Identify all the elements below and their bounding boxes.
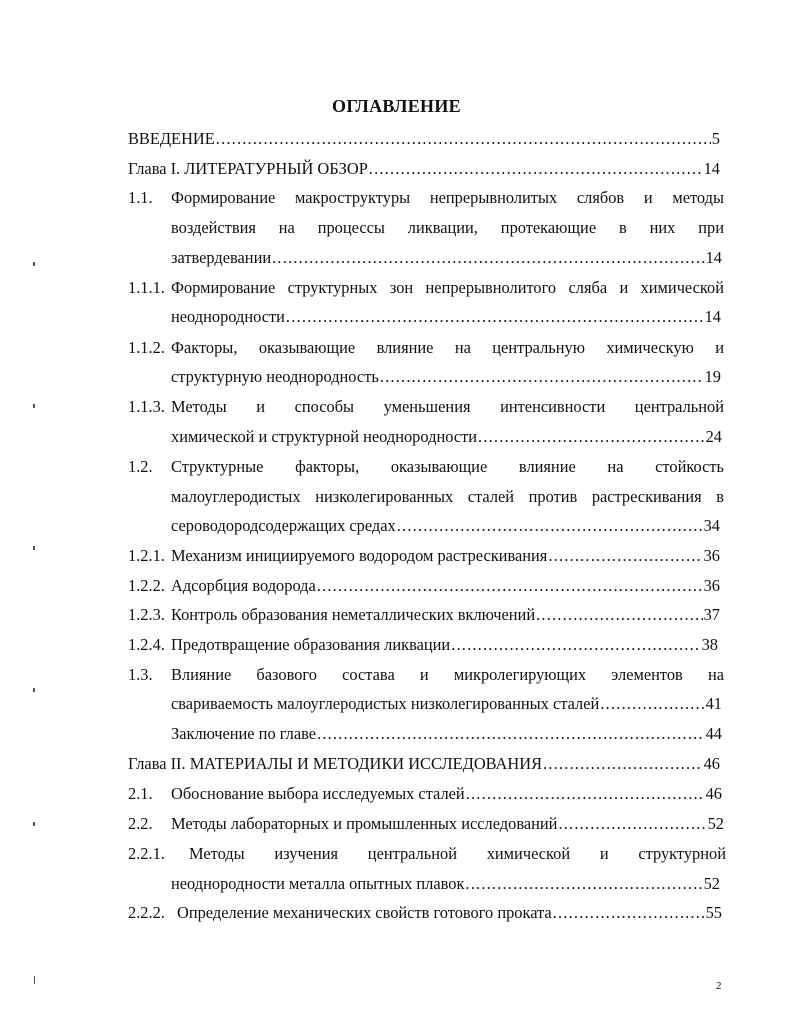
toc-section-number: 2.1. [128,784,153,803]
toc-entry-text: химической и структурной неоднородности [171,427,478,446]
toc-entry-last-line [171,247,722,269]
toc-page-number: 14 [703,159,720,178]
scan-speck [33,404,35,408]
toc-entry-text: воздействия на процессы ликвации, протекающие в них при [171,218,724,237]
scan-speck [33,262,35,266]
toc-entry-1-2-1 [171,545,720,567]
toc-entry-2-2 [171,813,724,835]
dot-leader [558,813,706,835]
toc-entry-text: ВВЕДЕНИЕ [128,129,215,148]
page-number: 2 [716,980,722,992]
dot-leader [543,753,703,775]
toc-entry-text: Глава II. МАТЕРИАЛЫ И МЕТОДИКИ ИССЛЕДОВАНИЯ [128,754,542,773]
toc-entry-last-line [171,306,721,328]
toc-entry-text: структурную неоднородность [171,367,379,386]
scan-speck [33,822,35,826]
toc-entry-chapter-1 [128,158,720,180]
toc-entry-chapter-conclusion [171,723,722,745]
dot-leader [397,515,703,537]
dot-leader [466,783,705,805]
toc-entry-text: Методы лабораторных и промышленных исследований [171,814,558,833]
toc-section-number: 1.1.1. [128,278,165,297]
dot-leader [286,306,704,328]
dot-leader [317,575,703,597]
dot-leader [478,426,705,448]
toc-page-number: 38 [701,635,718,654]
toc-entry-text: неоднородности [171,307,285,326]
toc-entry-text: затвердевании [171,248,272,267]
toc-section-number: 1.1.2. [128,338,165,357]
toc-entry-introduction [128,128,720,150]
toc-page-number: 37 [703,605,720,624]
toc-entry-text: Обоснование выбора исследуемых сталей [171,784,465,803]
toc-page-number: 46 [703,754,720,773]
toc-entry-chapter-2 [128,753,720,775]
toc-section-number: 1.2.3. [128,605,165,624]
toc-page-number: 52 [707,814,724,833]
toc-entry-last-line [171,366,721,388]
toc-page-number: 52 [703,874,720,893]
toc-page-number: 34 [703,516,720,535]
dot-leader [536,604,703,626]
toc-page-number: 19 [704,367,721,386]
toc-page-number: 36 [703,576,720,595]
toc-page-number: 14 [704,307,721,326]
toc-page-number: 55 [705,903,722,922]
toc-entry-2-2-2 [177,902,722,924]
toc-entry-last-line [171,873,720,895]
toc-entry-last-line [171,693,722,715]
toc-entry-text: Формирование макроструктуры непрерывнолитых слябов и методы [171,188,724,207]
toc-entry-text: Предотвращение образования ликвации [171,635,451,654]
dot-leader [369,158,703,180]
toc-section-number: 1.1. [128,188,153,207]
dot-leader [600,693,704,715]
toc-entry-text: свариваемость малоуглеродистых низколегированных сталей [171,694,600,713]
scan-speck [33,688,35,692]
dot-leader [216,128,711,150]
toc-entry-text: Глава I. ЛИТЕРАТУРНЫЙ ОБЗОР [128,159,368,178]
dot-leader [451,634,700,656]
toc-section-number: 1.2.4. [128,635,165,654]
toc-section-number: 1.2.2. [128,576,165,595]
dot-leader [317,723,705,745]
page-title: ОГЛАВЛЕНИЕ [332,96,461,116]
toc-entry-last-line [171,426,722,448]
toc-page-number: 5 [711,129,720,148]
toc-entry-text: Влияние базового состава и микролегирующих элементов на [171,665,724,684]
dot-leader [380,366,704,388]
toc-section-number: 1.2. [128,457,153,476]
toc-entry-text: Механизм инициируемого водородом растрескивания [171,546,548,565]
toc-entry-text: сероводородсодержащих средах [171,516,396,535]
dot-leader [553,902,705,924]
toc-entry-text: Структурные факторы, оказывающие влияние на стойкость [171,457,724,476]
toc-entry-last-line [171,515,720,537]
toc-section-number: 1.2.1. [128,546,165,565]
toc-entry-text: Формирование структурных зон непрерывнолитого сляба и химической [171,278,724,297]
toc-page-number: 41 [705,694,722,713]
toc-page-number: 14 [705,248,722,267]
dot-leader [272,247,704,269]
toc-entry-text: Методы изучения центральной химической и структурной [189,844,726,863]
toc-entry-text: Факторы, оказывающие влияние на центральную химическую и [171,338,724,357]
dot-leader [465,873,702,895]
toc-entry-text: Заключение по главе [171,724,317,743]
toc-page-number: 36 [703,546,720,565]
toc-entry-text: Адсорбция водорода [171,576,316,595]
toc-section-number: 2.2.1. [128,844,165,863]
toc-entry-1-2-2 [171,575,720,597]
toc-section-number: 2.2.2. [128,903,165,922]
toc-entry-text: Контроль образования неметаллических включений [171,605,536,624]
toc-section-number: 1.1.3. [128,397,165,416]
toc-entry-text: Методы и способы уменьшения интенсивности центральной [171,397,724,416]
toc-page-number: 44 [705,724,722,743]
toc-entry-1-2-3 [171,604,720,626]
toc-entry-text: малоуглеродистых низколегированных сталей против растрескивания в [171,487,724,506]
toc-entry-1-2-4 [171,634,718,656]
toc-page-number: 46 [705,784,722,803]
toc-entry-text: Определение механических свойств готового проката [177,903,552,922]
scan-speck [33,546,35,550]
toc-section-number: 2.2. [128,814,153,833]
toc-entry-2-1 [171,783,722,805]
dot-leader [548,545,702,567]
toc-entry-text: неоднородности металла опытных плавок [171,874,465,893]
toc-page-number: 24 [705,427,722,446]
toc-section-number: 1.3. [128,665,153,684]
scan-speck [34,976,35,984]
